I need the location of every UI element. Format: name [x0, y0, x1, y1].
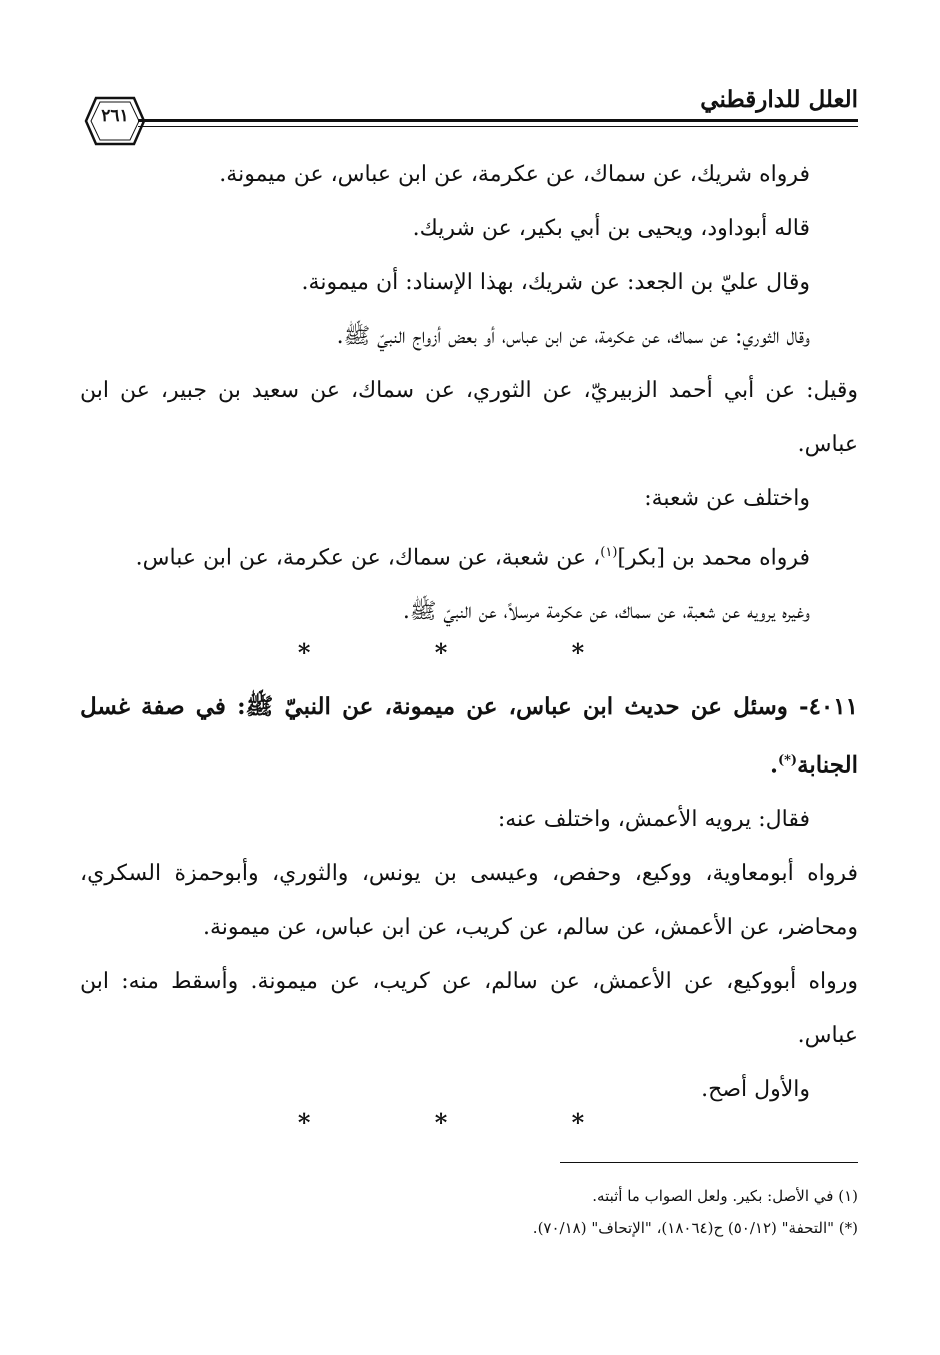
paragraph-3: وقال عليّ بن الجعد: عن شريك، بهذا الإسناد: أن ميمونة.	[301, 270, 810, 295]
footnote-rule	[560, 1162, 858, 1163]
paragraph-7-end: ، عن شعبة، عن سماك، عن عكرمة، عن ابن عباس.	[135, 545, 601, 571]
header-rule-thin	[138, 126, 858, 127]
paragraph-1: فرواه شريك، عن سماك، عن عكرمة، عن ابن عباس، عن ميمونة.	[219, 162, 810, 187]
question-section	[80, 680, 858, 1117]
paragraph-10: فرواه أبومعاوية، ووكيع، وحفص، وعيسى بن يونس، والثوري، وأبوحمزة السكري، ومحاضر، عن الأعمش، عن سالم، عن كريب، عن ابن عباس، عن ميمونة.	[80, 860, 858, 940]
footnote-ref-1: (١)	[600, 545, 618, 560]
footnote-ref-star: (*)	[777, 753, 798, 768]
question-heading	[80, 680, 858, 793]
footnote-2: (*) "التحفة" (٥٠/١٢) ح(١٨٠٦٤)، "الإتحاف" (٧٠/١٨).	[532, 1219, 858, 1237]
paragraph-6: واختلف عن شعبة:	[644, 486, 810, 511]
footnote-1: (١) في الأصل: بكير. ولعل الصواب ما أثبته.	[592, 1187, 858, 1205]
paragraph-9: فقال: يرويه الأعمش، واختلف عنه:	[497, 806, 810, 832]
paragraph-12: والأول أصح.	[701, 1076, 810, 1102]
question-heading-text: ٤٠١١- وسئل عن حديث ابن عباس، عن ميمونة، عن النبيّ ﷺ: في صفة غسل الجنابة	[80, 693, 858, 779]
running-title: العلل للدارقطني	[700, 86, 858, 113]
body-text	[80, 148, 858, 639]
paragraph-7-start: فرواه محمد بن [بكر]	[617, 545, 810, 571]
paragraph-5: وقيل: عن أبي أحمد الزبيريّ، عن الثوري، عن سماك، عن سعيد بن جبير، عن ابن عباس.	[80, 378, 858, 457]
page-number: ٢٦١	[101, 106, 129, 126]
paragraph-4: وقال الثوري: عن سماك، عن عكرمة، عن ابن عباس، أو بعض أزواج النبيّ ﷺ.	[336, 324, 810, 349]
header-rule	[138, 119, 858, 122]
footnotes	[158, 1180, 858, 1244]
paragraph-11: ورواه أبووكيع، عن الأعمش، عن سالم، عن كريب، عن ميمونة. وأسقط منه: ابن عباس.	[80, 968, 858, 1048]
paragraph-2: قاله أبوداود، ويحيى بن أبي بكير، عن شريك.	[412, 216, 810, 241]
section-separator-1: * * *	[297, 638, 643, 667]
section-separator-2: * * *	[297, 1108, 643, 1137]
paragraph-8: وغيره يرويه عن شعبة، عن سماك، عن عكرمة مرسلاً، عن النبيّ ﷺ.	[402, 599, 810, 625]
paragraph-7	[82, 526, 810, 585]
question-heading-end: .	[769, 751, 778, 779]
